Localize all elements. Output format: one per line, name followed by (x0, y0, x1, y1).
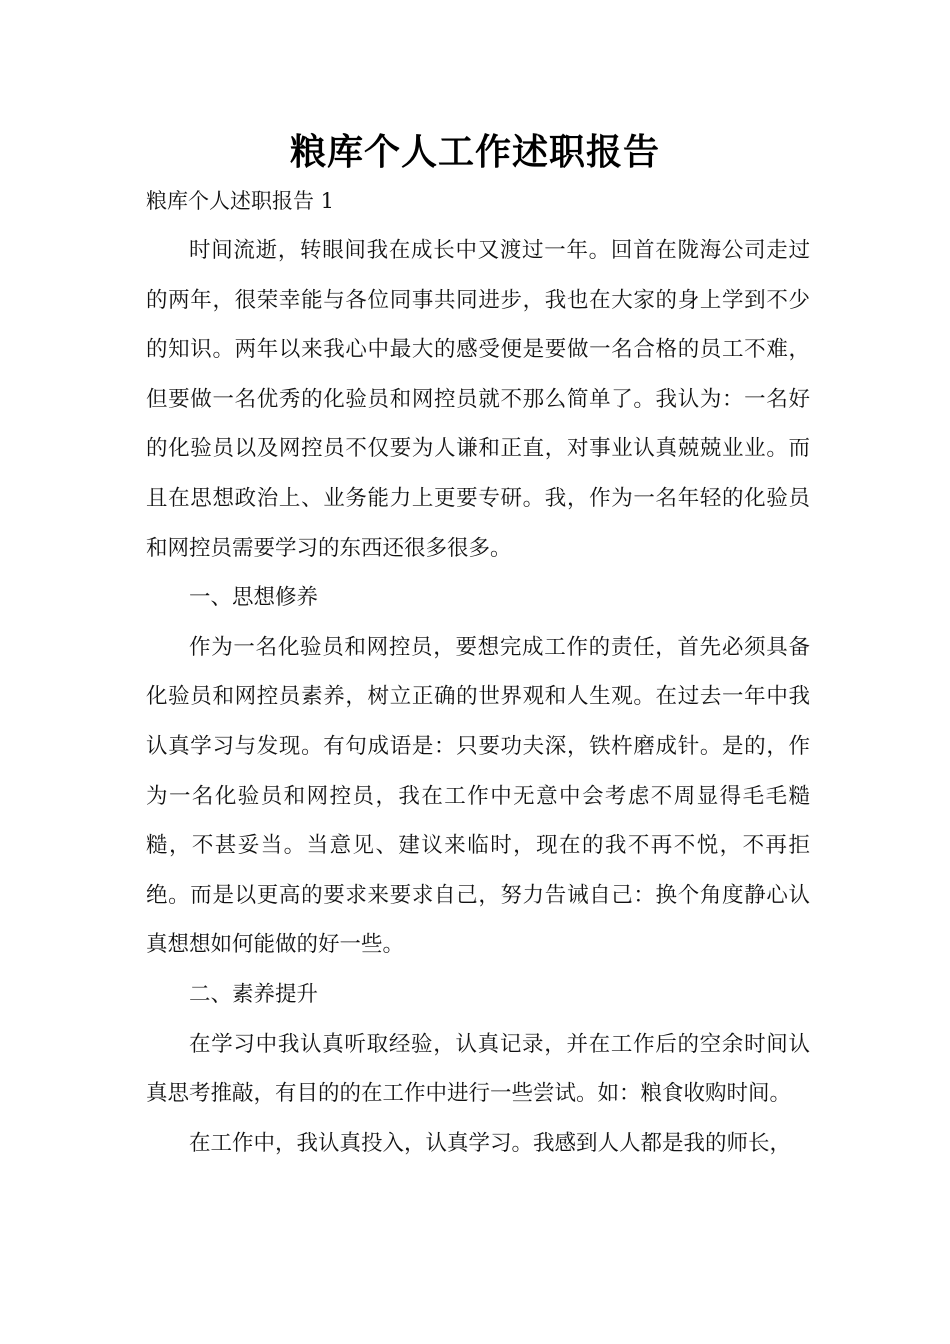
document-title: 粮库个人工作述职报告 (289, 131, 660, 173)
body-paragraph: 时间流逝，转眼间我在成长中又渡过一年。回首在陇海公司走过的两年，很荣幸能与各位同事共同进步，我也在大家的身上学到不少的知识。两年以来我心中最大的感受便是要做一名合格的员工不难，但要做一名优秀的化验员和网控员就不那么简单了。我认为：一名好的化验员以及网控员不仅要为人谦和正直，对事业认真兢兢业业。而且在思想政治上、业务能力上更要专研。我，作为一名年轻的化验员和网控员需要学习的东西还很多很多。 (146, 238, 810, 561)
body-paragraph: 作为一名化验员和网控员，要想完成工作的责任，首先必须具备化验员和网控员素养，树立正确的世界观和人生观。在过去一年中我认真学习与发现。有句成语是：只要功夫深，铁杵磨成针。是的，作为一名化验员和网控员，我在工作中无意中会考虑不周显得毛毛糙糙，不甚妥当。当意见、建议来临时，现在的我不再不悦，不再拒绝。而是以更高的要求来要求自己，努力告诫自己：换个角度静心认真想想如何能做的好一些。 (146, 634, 810, 958)
body-paragraph: 在学习中我认真听取经验，认真记录，并在工作后的空余时间认真思考推敲，有目的的在工作中进行一些尝试。如：粮食收购时间。 (146, 1031, 810, 1107)
section-heading: 一、思想修养 (189, 585, 319, 611)
document-body (146, 226, 810, 1168)
section-heading: 二、素养提升 (189, 981, 319, 1007)
document-subtitle: 粮库个人述职报告 1 (146, 189, 335, 213)
body-paragraph: 在工作中，我认真投入，认真学习。我感到人人都是我的师长， (189, 1130, 792, 1156)
